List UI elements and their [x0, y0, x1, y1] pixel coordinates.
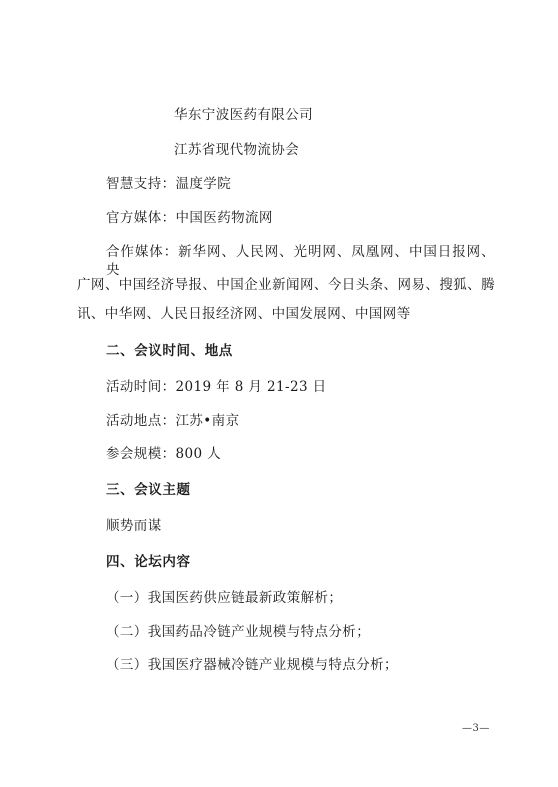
forum-item-2: （二）我国药品冷链产业规模与特点分析； — [106, 624, 371, 640]
organizer-1: 华东宁波医药有限公司 — [174, 107, 313, 123]
section-3-heading: 三、会议主题 — [106, 482, 191, 498]
partner-media-line-1: 合作媒体：新华网、人民网、光明网、凤凰网、中国日报网、央 — [106, 244, 495, 278]
partner-media-line-2: 广网、中国经济导报、中国企业新闻网、今日头条、网易、搜狐、腾 — [77, 277, 495, 293]
intelligence-support: 智慧支持：温度学院 — [106, 176, 232, 192]
forum-item-1: （一）我国医药供应链最新政策解析； — [106, 590, 343, 606]
event-place: 活动地点：江苏•南京 — [106, 413, 240, 429]
page-number: —3— — [462, 723, 490, 734]
organizer-2: 江苏省现代物流协会 — [174, 142, 300, 158]
partner-media-line-3: 讯、中华网、人民日报经济网、中国发展网、中国网等 — [77, 306, 411, 322]
section-4-heading: 四、论坛内容 — [106, 554, 191, 570]
official-media: 官方媒体：中国医药物流网 — [106, 210, 273, 226]
event-time: 活动时间：2019 年 8 月 21-23 日 — [106, 379, 327, 395]
event-scale: 参会规模：800 人 — [106, 446, 222, 462]
section-2-heading: 二、会议时间、地点 — [106, 343, 233, 359]
forum-item-3: （三）我国医疗器械冷链产业规模与特点分析； — [106, 657, 398, 673]
theme-text: 顺势而谋 — [106, 518, 162, 534]
